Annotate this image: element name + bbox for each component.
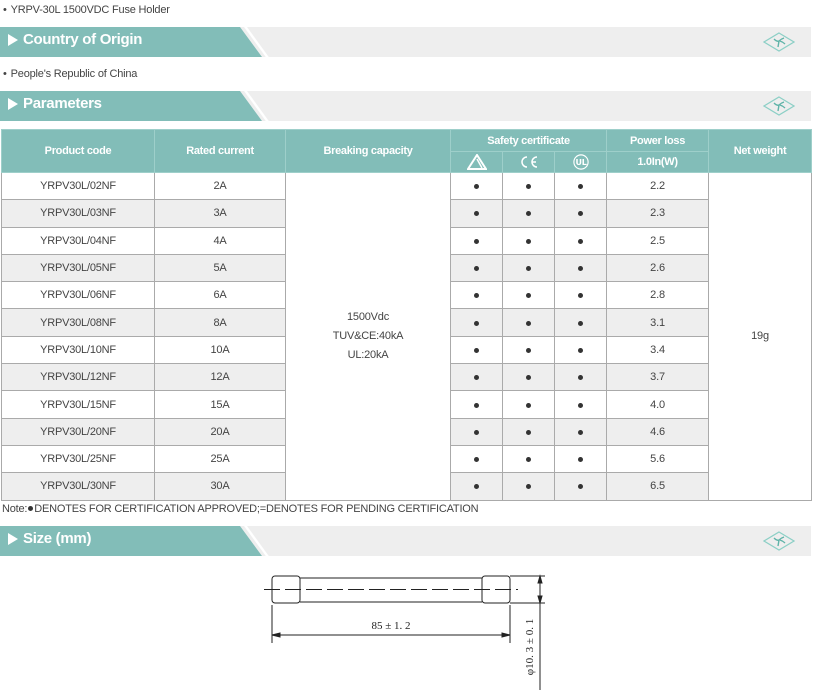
- cell-net-weight: 19g: [709, 173, 812, 501]
- approved-dot-icon: [474, 375, 479, 380]
- cell-power-loss: 4.0: [607, 391, 709, 418]
- approved-dot-icon: [526, 430, 531, 435]
- cell-power-loss: 2.6: [607, 254, 709, 281]
- approved-dot-icon: [474, 293, 479, 298]
- cell-product-code: YRPV30L/03NF: [2, 200, 155, 227]
- cell-cert-ce: [503, 254, 555, 281]
- approved-dot-icon: [526, 184, 531, 189]
- cell-rated-current: 10A: [155, 336, 286, 363]
- approved-dot-icon: [526, 321, 531, 326]
- origin-value: People's Republic of China: [10, 68, 138, 80]
- ce-mark-icon: [518, 154, 540, 170]
- cell-product-code: YRPV30L/04NF: [2, 227, 155, 254]
- approved-dot-icon: [526, 293, 531, 298]
- cell-power-loss: 4.6: [607, 418, 709, 445]
- cell-rated-current: 25A: [155, 445, 286, 472]
- approved-dot-icon: [526, 239, 531, 244]
- cell-cert-tuv: [451, 227, 503, 254]
- triangle-right-icon: [8, 98, 18, 110]
- approved-dot-icon: [578, 211, 583, 216]
- cell-cert-ul: [555, 336, 607, 363]
- cell-cert-ce: [503, 364, 555, 391]
- cell-cert-tuv: [451, 391, 503, 418]
- header-power-loss-unit: 1.0In(W): [607, 152, 709, 173]
- approved-dot-icon: [578, 375, 583, 380]
- diameter-dimension-label: φ10. 3 ± 0. 1: [524, 618, 536, 676]
- approved-dot-icon: [578, 457, 583, 462]
- product-line-text: YRPV-30L 1500VDC Fuse Holder: [10, 4, 170, 16]
- approved-dot-icon: [474, 457, 479, 462]
- cell-cert-ce: [503, 282, 555, 309]
- header-net-weight: Net weight: [709, 130, 812, 173]
- cell-rated-current: 5A: [155, 254, 286, 281]
- cell-cert-tuv: [451, 445, 503, 472]
- cell-cert-tuv: [451, 309, 503, 336]
- bullet-icon: •: [3, 4, 7, 16]
- fuse-dimension-drawing: [250, 565, 560, 690]
- yf-diamond-logo-icon: [763, 96, 795, 116]
- header-breaking-capacity: Breaking capacity: [286, 130, 451, 173]
- yf-diamond-logo-icon: [763, 531, 795, 551]
- cell-cert-tuv: [451, 418, 503, 445]
- svg-text:UL: UL: [574, 158, 587, 168]
- cell-rated-current: 4A: [155, 227, 286, 254]
- cell-power-loss: 2.5: [607, 227, 709, 254]
- cell-rated-current: 15A: [155, 391, 286, 418]
- approved-dot-icon: [474, 321, 479, 326]
- cell-cert-ul: [555, 254, 607, 281]
- approved-dot-icon: [526, 484, 531, 489]
- cell-power-loss: 2.2: [607, 173, 709, 200]
- section-header-size: [0, 526, 811, 556]
- approved-dot-icon: [526, 266, 531, 271]
- cell-cert-tuv: [451, 254, 503, 281]
- approved-dot-icon: [578, 184, 583, 189]
- yf-diamond-logo-icon: [763, 32, 795, 52]
- cell-power-loss: 5.6: [607, 445, 709, 472]
- section-title-origin: Country of Origin: [8, 31, 142, 48]
- cell-rated-current: 20A: [155, 418, 286, 445]
- cell-cert-ce: [503, 309, 555, 336]
- approved-dot-icon: [578, 321, 583, 326]
- cell-cert-ul: [555, 364, 607, 391]
- cell-cert-ce: [503, 227, 555, 254]
- approved-dot-icon: [526, 211, 531, 216]
- cell-cert-ce: [503, 391, 555, 418]
- certification-note: Note: DENOTES FOR CERTIFICATION APPROVED;=DENOTES FOR PENDING CERTIFICATION: [2, 503, 479, 515]
- cell-rated-current: 2A: [155, 173, 286, 200]
- triangle-right-icon: [8, 34, 18, 46]
- origin-item: [3, 68, 137, 80]
- cell-rated-current: 8A: [155, 309, 286, 336]
- approved-dot-icon: [578, 348, 583, 353]
- cell-cert-ce: [503, 173, 555, 200]
- cell-cert-ul: [555, 418, 607, 445]
- section-title-parameters: Parameters: [8, 95, 102, 112]
- header-cert-ul: [555, 152, 607, 173]
- product-line-item: [3, 4, 170, 16]
- section-header-parameters: [0, 91, 811, 121]
- cell-power-loss: 3.1: [607, 309, 709, 336]
- table-row: [2, 173, 812, 200]
- approved-dot-icon: [578, 403, 583, 408]
- approved-dot-icon: [578, 430, 583, 435]
- header-product-code: Product code: [2, 130, 155, 173]
- approved-dot-icon: [578, 293, 583, 298]
- cell-breaking-capacity: 1500Vdc TUV&CE:40kA UL:20kA: [286, 173, 451, 501]
- cell-cert-ce: [503, 473, 555, 500]
- cell-cert-ul: [555, 227, 607, 254]
- ul-mark-icon: [572, 154, 590, 170]
- cell-cert-ul: [555, 200, 607, 227]
- approved-dot-icon: [474, 239, 479, 244]
- approved-dot-icon: [578, 266, 583, 271]
- cell-cert-tuv: [451, 200, 503, 227]
- section-title-size: Size (mm): [8, 530, 91, 547]
- cell-product-code: YRPV30L/25NF: [2, 445, 155, 472]
- cell-cert-ce: [503, 200, 555, 227]
- approved-dot-icon: [28, 506, 33, 511]
- cell-product-code: YRPV30L/06NF: [2, 282, 155, 309]
- cell-cert-tuv: [451, 282, 503, 309]
- length-dimension-label: 85 ± 1. 2: [371, 620, 411, 632]
- approved-dot-icon: [474, 184, 479, 189]
- cell-rated-current: 3A: [155, 200, 286, 227]
- header-rated-current: Rated current: [155, 130, 286, 173]
- header-safety-certificate: Safety certificate: [451, 130, 607, 152]
- cell-product-code: YRPV30L/05NF: [2, 254, 155, 281]
- cell-rated-current: 6A: [155, 282, 286, 309]
- cell-cert-tuv: [451, 173, 503, 200]
- cell-product-code: YRPV30L/10NF: [2, 336, 155, 363]
- cell-power-loss: 2.8: [607, 282, 709, 309]
- cell-cert-ul: [555, 282, 607, 309]
- cell-cert-ul: [555, 445, 607, 472]
- approved-dot-icon: [474, 348, 479, 353]
- parameters-table: [1, 129, 812, 501]
- cell-cert-ul: [555, 309, 607, 336]
- approved-dot-icon: [474, 430, 479, 435]
- approved-dot-icon: [474, 266, 479, 271]
- section-header-origin: [0, 27, 811, 57]
- triangle-right-icon: [8, 533, 18, 545]
- approved-dot-icon: [474, 403, 479, 408]
- approved-dot-icon: [526, 457, 531, 462]
- cell-product-code: YRPV30L/15NF: [2, 391, 155, 418]
- cell-power-loss: 3.7: [607, 364, 709, 391]
- cell-power-loss: 6.5: [607, 473, 709, 500]
- header-cert-ce: [503, 152, 555, 173]
- cell-rated-current: 30A: [155, 473, 286, 500]
- approved-dot-icon: [474, 211, 479, 216]
- approved-dot-icon: [526, 403, 531, 408]
- tuv-triangle-icon: [467, 154, 487, 170]
- cell-cert-ul: [555, 391, 607, 418]
- cell-cert-ce: [503, 336, 555, 363]
- approved-dot-icon: [526, 348, 531, 353]
- cell-cert-tuv: [451, 364, 503, 391]
- cell-rated-current: 12A: [155, 364, 286, 391]
- approved-dot-icon: [578, 239, 583, 244]
- cell-cert-ul: [555, 173, 607, 200]
- cell-product-code: YRPV30L/30NF: [2, 473, 155, 500]
- cell-cert-tuv: [451, 336, 503, 363]
- cell-product-code: YRPV30L/08NF: [2, 309, 155, 336]
- approved-dot-icon: [526, 375, 531, 380]
- cell-product-code: YRPV30L/12NF: [2, 364, 155, 391]
- approved-dot-icon: [474, 484, 479, 489]
- cell-cert-ul: [555, 473, 607, 500]
- cell-cert-tuv: [451, 473, 503, 500]
- cell-cert-ce: [503, 418, 555, 445]
- header-cert-tuv: [451, 152, 503, 173]
- cell-product-code: YRPV30L/20NF: [2, 418, 155, 445]
- approved-dot-icon: [578, 484, 583, 489]
- bullet-icon: •: [3, 68, 7, 80]
- cell-power-loss: 2.3: [607, 200, 709, 227]
- cell-power-loss: 3.4: [607, 336, 709, 363]
- header-power-loss: Power loss: [607, 130, 709, 152]
- cell-cert-ce: [503, 445, 555, 472]
- cell-product-code: YRPV30L/02NF: [2, 173, 155, 200]
